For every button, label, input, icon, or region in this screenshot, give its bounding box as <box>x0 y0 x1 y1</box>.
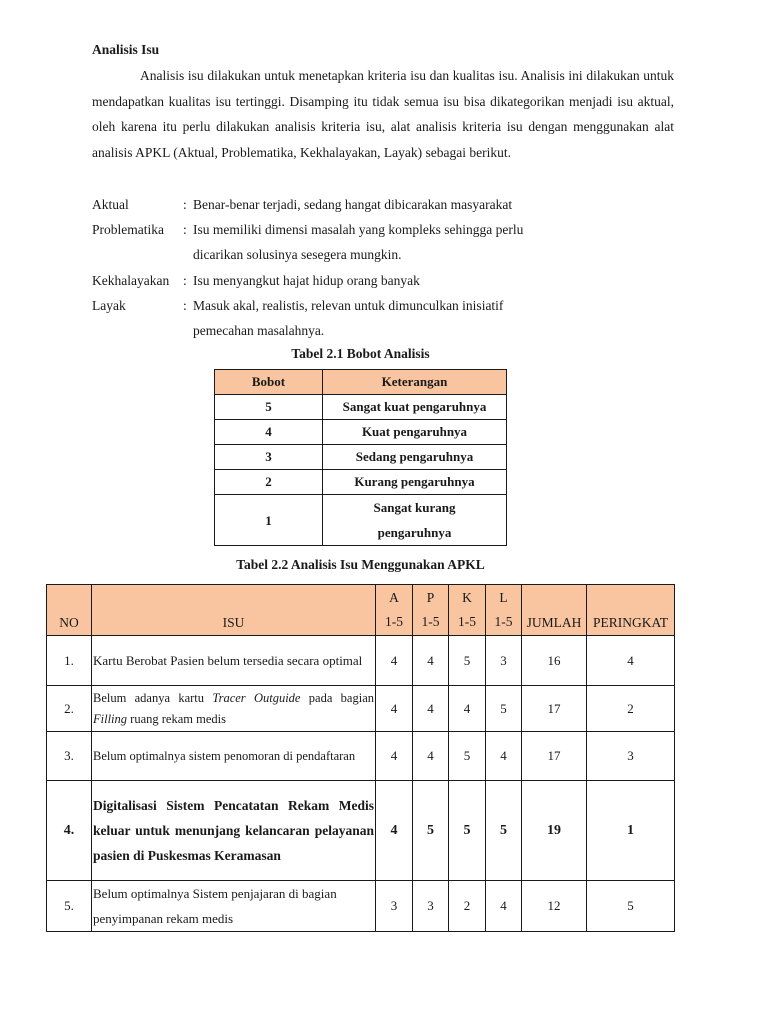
no-cell: 3. <box>47 732 92 781</box>
col-header: Bobot <box>215 370 323 395</box>
table-row <box>47 636 675 686</box>
col-header-peringkat: PERINGKAT <box>587 585 675 636</box>
k-cell: 5 <box>449 732 486 781</box>
bobot-cell: 3 <box>215 445 323 470</box>
bobot-cell: 1 <box>215 495 323 546</box>
l-cell: 3 <box>486 636 522 686</box>
criterion-desc: Isu menyangkut hajat hidup orang banyak <box>193 273 420 288</box>
table-row <box>215 470 507 495</box>
l-cell: 5 <box>486 686 522 732</box>
criterion-desc: Masuk akal, realistis, relevan untuk dimunculkan inisiatif pemecahan masalahnya. <box>193 298 504 338</box>
bobot-cell: 4 <box>215 420 323 445</box>
table-header-row <box>215 370 507 395</box>
criterion-desc: Isu memiliki dimensi masalah yang kompleks sehingga perlu dicarikan solusinya sesegera mungkin. <box>193 222 524 262</box>
criterion-desc: Benar-benar terjadi, sedang hangat dibicarakan masyarakat <box>193 197 513 212</box>
keterangan-cell: Sangat kuat pengaruhnya <box>323 395 507 420</box>
col-header-p: P 1-5 <box>413 585 449 636</box>
keterangan-cell: Sangat kurang pengaruhnya <box>323 495 507 546</box>
p-cell: 4 <box>413 636 449 686</box>
p-cell: 4 <box>413 686 449 732</box>
p-cell: 3 <box>413 881 449 932</box>
k-cell: 2 <box>449 881 486 932</box>
l-cell: 5 <box>486 781 522 881</box>
table-row <box>47 781 675 881</box>
a-cell: 3 <box>376 881 413 932</box>
jumlah-cell: 12 <box>522 881 587 932</box>
jumlah-cell: 16 <box>522 636 587 686</box>
col-header: Keterangan <box>323 370 507 395</box>
isu-cell: Belum optimalnya sistem penomoran di pendaftaran <box>92 732 376 781</box>
criterion-colon: : <box>183 222 187 237</box>
criterion-term: Layak <box>92 298 126 313</box>
keterangan-cell: Kuat pengaruhnya <box>323 420 507 445</box>
criterion-colon: : <box>183 298 187 313</box>
jumlah-cell: 19 <box>522 781 587 881</box>
peringkat-cell: 5 <box>587 881 675 932</box>
p-cell: 5 <box>413 781 449 881</box>
intro-paragraph: Analisis isu dilakukan untuk menetapkan kriteria isu dan kualitas isu. Analisis ini dilakukan untuk mendapatkan kualitas isu tertinggi. Disamping itu tidak semua isu bisa dikategorikan menjadi isu aktual, oleh karena itu perlu dilakukan analisis kriteria isu, alat analisis kriteria isu dengan menggunakan alat analisis APKL (Aktual, Problematika, Kekhalayakan, Layak) sebagai berikut. <box>92 68 674 160</box>
table-row <box>215 445 507 470</box>
table-row <box>215 495 507 546</box>
no-cell: 1. <box>47 636 92 686</box>
bobot-cell: 2 <box>215 470 323 495</box>
table1-caption: Tabel 2.1 Bobot Analisis <box>291 346 430 361</box>
peringkat-cell: 4 <box>587 636 675 686</box>
l-cell: 4 <box>486 881 522 932</box>
l-cell: 4 <box>486 732 522 781</box>
table-row <box>47 881 675 932</box>
isu-cell: Belum adanya kartu Tracer Outguide pada bagian Filling ruang rekam medis <box>92 686 376 732</box>
a-cell: 4 <box>376 781 413 881</box>
col-header-k: K 1-5 <box>449 585 486 636</box>
keterangan-cell: Sedang pengaruhnya <box>323 445 507 470</box>
jumlah-cell: 17 <box>522 686 587 732</box>
table-row <box>215 420 507 445</box>
col-header-no: NO <box>47 585 92 636</box>
bobot-table <box>214 369 507 546</box>
table-row <box>47 686 675 732</box>
col-header-jumlah: JUMLAH <box>522 585 587 636</box>
keterangan-cell: Kurang pengaruhnya <box>323 470 507 495</box>
section-heading: Analisis Isu <box>92 42 160 57</box>
criterion-colon: : <box>183 197 187 212</box>
col-header-a: A 1-5 <box>376 585 413 636</box>
no-cell: 2. <box>47 686 92 732</box>
table2-caption: Tabel 2.2 Analisis Isu Menggunakan APKL <box>236 557 485 572</box>
apkl-table <box>46 584 675 932</box>
a-cell: 4 <box>376 636 413 686</box>
no-cell: 5. <box>47 881 92 932</box>
no-cell: 4. <box>47 781 92 881</box>
bobot-cell: 5 <box>215 395 323 420</box>
table-header-row <box>47 585 675 636</box>
criterion-term: Problematika <box>92 222 164 237</box>
a-cell: 4 <box>376 686 413 732</box>
criterion-colon: : <box>183 273 187 288</box>
peringkat-cell: 2 <box>587 686 675 732</box>
isu-cell: Belum optimalnya Sistem penjajaran di bagian penyimpanan rekam medis <box>92 881 376 932</box>
table-row <box>47 732 675 781</box>
k-cell: 5 <box>449 636 486 686</box>
criterion-term: Aktual <box>92 197 129 212</box>
k-cell: 4 <box>449 686 486 732</box>
a-cell: 4 <box>376 732 413 781</box>
peringkat-cell: 3 <box>587 732 675 781</box>
jumlah-cell: 17 <box>522 732 587 781</box>
col-header-isu: ISU <box>92 585 376 636</box>
p-cell: 4 <box>413 732 449 781</box>
isu-cell: Digitalisasi Sistem Pencatatan Rekam Medis keluar untuk menunjang kelancaran pelayanan pasien di Puskesmas Keramasan <box>92 781 376 881</box>
col-header-l: L 1-5 <box>486 585 522 636</box>
criterion-term: Kekhalayakan <box>92 273 170 288</box>
isu-cell: Kartu Berobat Pasien belum tersedia secara optimal <box>92 636 376 686</box>
table-row <box>215 395 507 420</box>
k-cell: 5 <box>449 781 486 881</box>
peringkat-cell: 1 <box>587 781 675 881</box>
